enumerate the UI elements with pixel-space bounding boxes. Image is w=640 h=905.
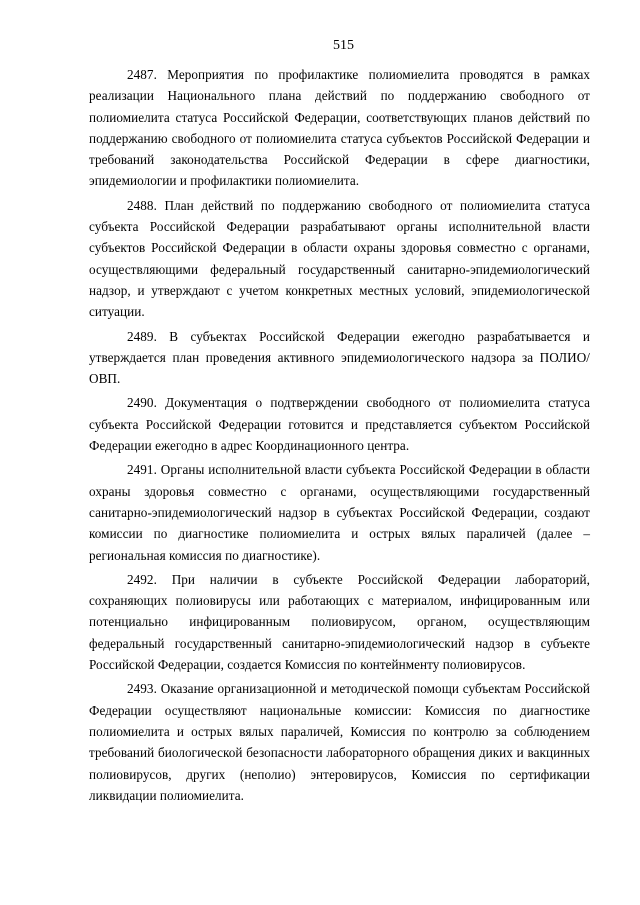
paragraph-2493: 2493. Оказание организационной и методической помощи субъектам Российской Федерации осуществляют национальные комиссии: Комиссия по диагностике полиомиелита и острых вялых параличей, Комиссия по контролю за соблюдением требований биологической безопасности лабораторного обращения диких и вакцинных полиовирусов, других (неполио) энтеровирусов, Комиссия по сертификации ликвидации полиомиелита.	[89, 681, 590, 803]
paragraph-2489: 2489. В субъектах Российской Федерации ежегодно разрабатывается и утверждается план проведения активного эпидемиологического надзора за ПОЛИО/ОВП.	[89, 328, 590, 387]
paragraph-2490: 2490. Документация о подтверждении свободного от полиомиелита статуса субъекта Российской Федерации готовится и представляется субъектом Российской Федерации ежегодно в адрес Координационного центра.	[89, 395, 590, 454]
paragraph-2488: 2488. План действий по поддержанию свободного от полиомиелита статуса субъекта Российской Федерации разрабатывают органы исполнительной власти субъектов Российской Федерации в области охраны здоровья совместно с органами, осуществляющими федеральный государственный санитарно-эпидемиологический надзор, и утверждают с учетом конкретных местных условий, эпидемиологической ситуации.	[89, 197, 590, 320]
page-number: 515	[333, 38, 354, 53]
paragraph-2491: 2491. Органы исполнительной власти субъекта Российской Федерации в области охраны здоровья совместно с органами, осуществляющими государственный санитарно-эпидемиологический надзор в субъектах Российской Федерации, создают комиссии по диагностике полиомиелита и острых вялых параличей (далее – региональная комиссия по диагностике).	[89, 462, 590, 563]
paragraph-2492: 2492. При наличии в субъекте Российской Федерации лабораторий, сохраняющих полиовирусы или работающих с материалом, инфицированным или потенциально инфицированным полиовирусом, органом, осуществляющим федеральный государственный санитарно-эпидемиологический надзор в субъекте Российской Федерации, создается Комиссия по контейнменту полиовирусов.	[89, 571, 590, 673]
paragraph-2487: 2487. Мероприятия по профилактике полиомиелита проводятся в рамках реализации Национального плана действий по поддержанию свободного от полиомиелита статуса Российской Федерации, соответствующих планов действий по поддержанию свободного от полиомиелита статуса субъектов Российской Федерации и требований законодательства Российской Федерации в сфере диагностики, эпидемиологии и профилактики полиомиелита.	[89, 67, 590, 189]
